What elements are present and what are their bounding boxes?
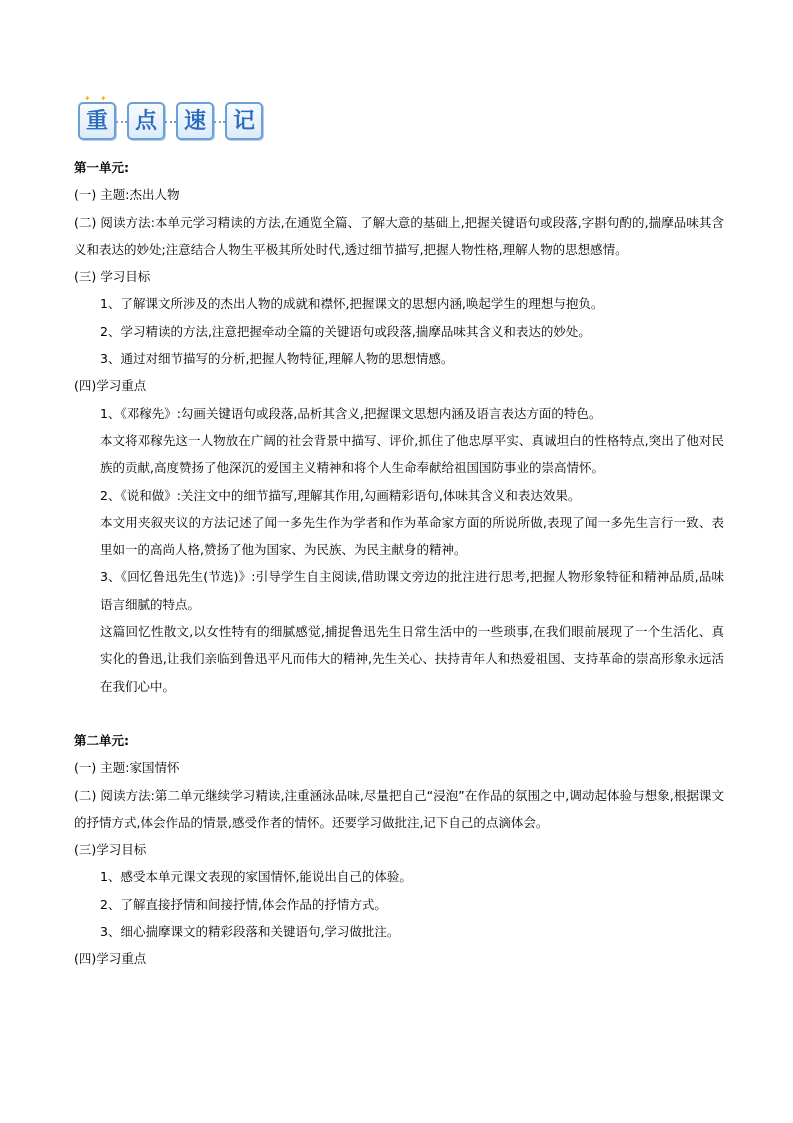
reading-method: (二) 阅读方法:本单元学习精读的方法,在通览全篇、了解大意的基础上,把握关键语句或段落,字斟句酌的,揣摩品味其含义和表达的妙处;注意结合人物生平极其所处时代,透过细节描写,把握人物性格,理解人物的思想感情。	[74, 214, 724, 257]
sparkle-icon: ✦	[100, 94, 107, 103]
focus-title: (四)学习重点	[74, 378, 147, 394]
goals-title: (三) 学习目标	[74, 269, 151, 285]
focus-lesson-desc: 本文将邓稼先这一人物放在广阔的社会背景中描写、评价,抓住了他忠厚平实、真诚坦白的性格特点,突出了他对民族的贡献,高度赞扬了他深沉的爱国主义精神和将个人生命奉献给祖国国防事业的崇高情怀。	[100, 432, 724, 476]
goals-title: (三)学习目标	[74, 842, 147, 858]
goal-item: 3、细心揣摩课文的精彩段落和关键语句,学习做批注。	[100, 924, 400, 940]
goal-item: 2、学习精读的方法,注意把握牵动全篇的关键语句或段落,揣摩品味其含义和表达的妙处。	[100, 323, 591, 339]
focus-lesson-desc: 本文用夹叙夹议的方法记述了闻一多先生作为学者和作为革命家方面的所说所做,表现了闻一多先生言行一致、表里如一的高尚人格,赞扬了他为国家、为民族、为民主献身的精神。	[100, 514, 724, 558]
focus-lesson-title: 1、《邓稼先》:勾画关键语句或段落,品析其含义,把握课文思想内涵及语言表达方面的特色。	[100, 405, 602, 421]
goal-item: 1、了解课文所涉及的杰出人物的成就和襟怀,把握课文的思想内涵,唤起学生的理想与抱负。	[100, 296, 604, 312]
banner-connector	[214, 121, 225, 127]
document-body	[74, 154, 724, 973]
key-points-banner	[78, 94, 263, 144]
banner-tile: 点	[127, 102, 165, 140]
banner-tile: 速	[176, 102, 214, 140]
goal-item: 1、感受本单元课文表现的家国情怀,能说出自己的体验。	[100, 869, 412, 885]
focus-title: (四)学习重点	[74, 951, 147, 967]
focus-lesson-desc: 这篇回忆性散文,以女性特有的细腻感觉,捕捉鲁迅先生日常生活中的一些琐事,在我们眼前展现了一个生活化、真实化的鲁迅,让我们亲临到鲁迅平凡而伟大的精神,先生关心、扶持青年人和热爱祖国、支持革命的崇高形象永远活在我们心中。	[100, 624, 724, 694]
banner-tile: 记	[225, 102, 263, 140]
banner-tile: 重	[78, 102, 116, 140]
unit-heading: 第一单元:	[74, 160, 129, 175]
reading-method: (二) 阅读方法:第二单元继续学习精读,注重涵泳品味,尽量把自己“浸泡”在作品的氛围之中,调动起体验与想象,根据课文的抒情方式,体会作品的情景,感受作者的情怀。还要学习做批注,记下自己的点滴体会。	[74, 787, 724, 830]
banner-connector	[116, 121, 127, 127]
focus-lesson-title: 2、《说和做》:关注文中的细节描写,理解其作用,勾画精彩语句,体味其含义和表达效果。	[100, 487, 581, 503]
focus-lesson-title: 3、《回忆鲁迅先生(节选)》:引导学生自主阅读,借助课文旁边的批注进行思考,把握人物形象特征和精神品质,品味语言细腻的特点。	[100, 569, 724, 612]
unit-heading: 第二单元:	[74, 732, 129, 748]
unit-theme: (一) 主题:杰出人物	[74, 187, 180, 203]
unit-theme: (一) 主题:家国情怀	[74, 760, 180, 776]
sparkle-icon: ✦	[84, 94, 91, 103]
banner-connector	[165, 121, 176, 127]
section-spacer	[74, 700, 724, 727]
goal-item: 2、了解直接抒情和间接抒情,体会作品的抒情方式。	[100, 896, 387, 912]
goal-item: 3、通过对细节描写的分析,把握人物特征,理解人物的思想情感。	[100, 351, 454, 367]
